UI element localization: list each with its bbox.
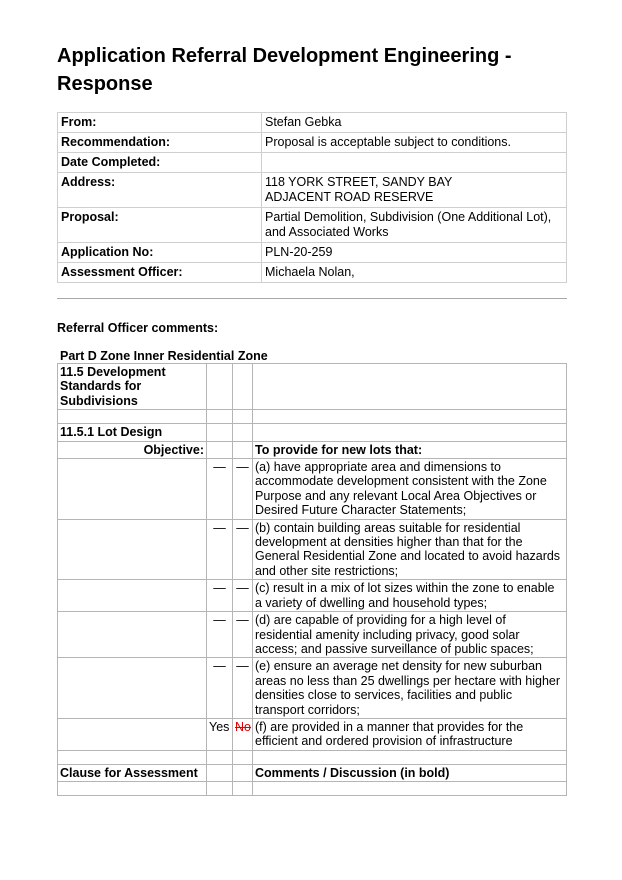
proposal-value: Partial Demolition, Subdivision (One Additional Lot), and Associated Works	[262, 208, 567, 243]
spacer-row	[58, 410, 567, 424]
assessment-officer-value: Michaela Nolan,	[262, 263, 567, 283]
objective-item-row	[58, 612, 567, 658]
yes-dash: —	[207, 612, 233, 658]
info-row-address	[58, 173, 567, 208]
info-row-assessment-officer	[58, 263, 567, 283]
no-dash: —	[233, 459, 253, 520]
comments-discussion-label: Comments / Discussion (in bold)	[253, 764, 567, 781]
application-no-value: PLN-20-259	[262, 243, 567, 263]
info-row-recommendation	[58, 133, 567, 153]
objective-row	[58, 441, 567, 458]
info-row-application-no	[58, 243, 567, 263]
objective-item-row	[58, 580, 567, 612]
info-row-date-completed	[58, 153, 567, 173]
assessment-table	[57, 363, 567, 796]
objective-item-b: (b) contain building areas suitable for residential development at densities higher than that for the General Residential Zone and located to avoid hazards and other site restrictions;	[253, 519, 567, 580]
objective-item-row	[58, 519, 567, 580]
date-completed-label: Date Completed:	[58, 153, 262, 173]
no-dash: —	[233, 658, 253, 719]
no-dash: —	[233, 519, 253, 580]
empty-row	[58, 782, 567, 796]
application-info-table	[57, 112, 567, 283]
objective-item-row	[58, 459, 567, 520]
address-value	[262, 173, 567, 208]
from-value: Stefan Gebka	[262, 113, 567, 133]
zone-heading: Part D Zone Inner Residential Zone	[60, 349, 268, 363]
objective-label: Objective:	[58, 441, 207, 458]
objective-item-row	[58, 658, 567, 719]
recommendation-label: Recommendation:	[58, 133, 262, 153]
info-row-from	[58, 113, 567, 133]
section-divider	[57, 298, 567, 299]
no-dash: —	[233, 612, 253, 658]
yes-label: Yes	[207, 718, 233, 750]
yes-dash: —	[207, 519, 233, 580]
objective-item-row	[58, 718, 567, 750]
recommendation-value: Proposal is acceptable subject to conditions.	[262, 133, 567, 153]
yes-dash: —	[207, 580, 233, 612]
referral-comments-heading: Referral Officer comments:	[57, 321, 219, 335]
objective-item-a: (a) have appropriate area and dimensions to accommodate development consistent with the Zone Purpose and any relevant Local Area Objectives or Desired Future Character Statements;	[253, 459, 567, 520]
address-line-2: ADJACENT ROAD RESERVE	[265, 190, 434, 204]
standards-row	[58, 364, 567, 410]
proposal-label: Proposal:	[58, 208, 262, 243]
objective-item-d: (d) are capable of providing for a high level of residential amenity including privacy, good solar access; and passive surveillance of public spaces;	[253, 612, 567, 658]
address-label: Address:	[58, 173, 262, 208]
document-title: Application Referral Development Engineering - Response	[57, 45, 512, 95]
no-label-struck: No	[233, 718, 253, 750]
date-completed-value	[262, 153, 567, 173]
no-dash: —	[233, 580, 253, 612]
from-label: From:	[58, 113, 262, 133]
objective-item-f: (f) are provided in a manner that provides for the efficient and ordered provision of infrastructure	[253, 718, 567, 750]
application-no-label: Application No:	[58, 243, 262, 263]
lot-design-row	[58, 424, 567, 441]
lot-design-heading: 11.5.1 Lot Design	[58, 424, 207, 441]
info-row-proposal	[58, 208, 567, 243]
objective-item-e: (e) ensure an average net density for new suburban areas no less than 25 dwellings per hectare with higher densities close to services, facilities and public transport corridors;	[253, 658, 567, 719]
standards-heading: 11.5 Development Standards for Subdivisions	[58, 364, 207, 410]
clause-header-row	[58, 764, 567, 781]
spacer-row	[58, 750, 567, 764]
assessment-officer-label: Assessment Officer:	[58, 263, 262, 283]
yes-dash: —	[207, 459, 233, 520]
address-line-1: 118 YORK STREET, SANDY BAY	[265, 175, 453, 189]
objective-text: To provide for new lots that:	[253, 441, 567, 458]
clause-for-assessment-label: Clause for Assessment	[58, 764, 207, 781]
yes-dash: —	[207, 658, 233, 719]
objective-item-c: (c) result in a mix of lot sizes within the zone to enable a variety of dwelling and household types;	[253, 580, 567, 612]
